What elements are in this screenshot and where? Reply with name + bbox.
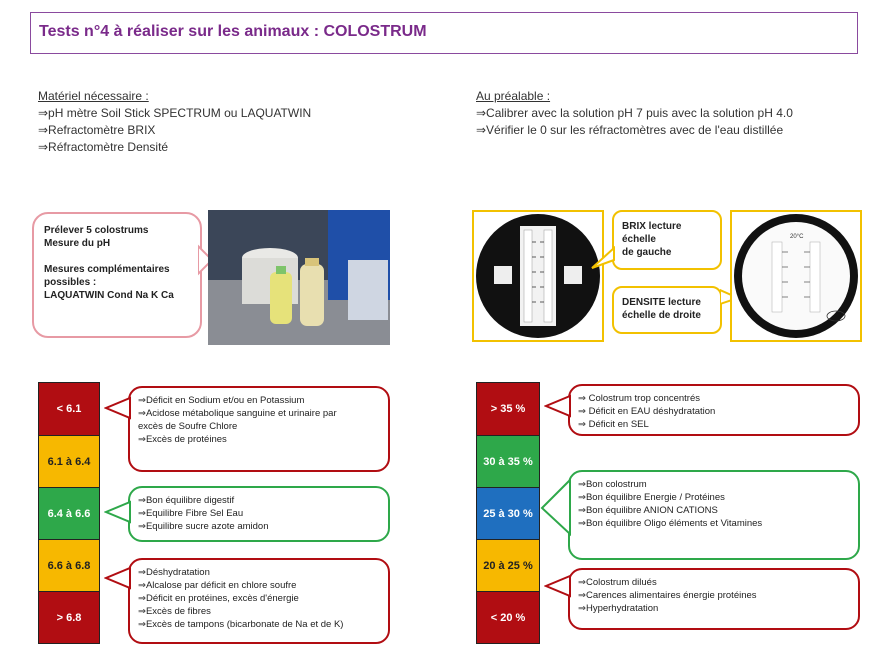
ph-scale-cell: 6.1 à 6.4 [39, 436, 99, 488]
density-frame [730, 210, 862, 342]
note-pointer [544, 394, 572, 420]
densite-callout [612, 286, 722, 334]
note-line: ⇒ Déficit en EAU déshydratation [578, 406, 716, 417]
prealable-item: ⇒Calibrer avec la solution pH 7 puis avec la solution pH 4.0 [476, 106, 793, 120]
brix-callout-line: BRIX lecture échelle [622, 221, 682, 245]
materiel-heading: Matériel nécessaire : [38, 89, 149, 103]
lab-photo [208, 210, 390, 345]
ph-note-low [128, 386, 390, 472]
brix-note-low [568, 568, 860, 630]
note-line: ⇒Déficit en protéines, excès d'énergie [138, 593, 299, 604]
brix-scale-cell: > 35 % [477, 383, 539, 436]
note-line: ⇒Excès de fibres [138, 606, 211, 617]
materiel-item: ⇒Réfractomètre Densité [38, 140, 169, 154]
note-line: ⇒Acidose métabolique sanguine et urinaire par [138, 408, 337, 419]
densite-callout-line: échelle de droite [622, 310, 701, 321]
ph-scale-cell: 6.4 à 6.6 [39, 488, 99, 540]
note-line: ⇒Déshydratation [138, 567, 210, 578]
densite-callout-line: DENSITE lecture [622, 297, 701, 308]
callout-spacer [44, 250, 190, 263]
note-line: ⇒Equilibre Fibre Sel Eau [138, 508, 244, 519]
scale-temp-label: 20°C [790, 234, 804, 240]
note-line: ⇒ Colostrum trop concentrés [578, 393, 701, 404]
materiel-item: ⇒Refractomètre BRIX [38, 123, 156, 137]
ph-scale-cell: 6.6 à 6.8 [39, 540, 99, 592]
density-view [732, 212, 860, 340]
note-line: ⇒Alcalose par déficit en chlore soufre [138, 580, 297, 591]
prealable-item: ⇒Vérifier le 0 sur les réfractomètres avec de l'eau distillée [476, 123, 784, 137]
note-line: ⇒Bon équilibre ANION CATIONS [578, 505, 718, 516]
brix-scale-cell: 20 à 25 % [477, 540, 539, 592]
brix-scale-cell: 30 à 35 % [477, 436, 539, 488]
note-pointer [540, 478, 572, 538]
refractometer-view [474, 212, 602, 340]
callout-line: Prélever 5 colostrums [44, 225, 149, 236]
brix-note-good [568, 470, 860, 560]
ph-callout [32, 212, 202, 338]
note-line: ⇒Bon colostrum [578, 479, 647, 490]
prealable-section [476, 88, 793, 139]
note-line: ⇒Colostrum dilués [578, 577, 657, 588]
note-line: ⇒Bon équilibre Energie / Protéines [578, 492, 725, 503]
note-line: ⇒Excès de protéines [138, 434, 227, 445]
ph-scale-cell: < 6.1 [39, 383, 99, 436]
refractometer-frame [472, 210, 604, 342]
callout-line: LAQUATWIN Cond Na K Ca [44, 290, 174, 301]
brix-note-high [568, 384, 860, 436]
materiel-section [38, 88, 311, 156]
note-line: ⇒Bon équilibre Oligo éléments et Vitamines [578, 518, 763, 529]
note-line: ⇒Déficit en Sodium et/ou en Potassium [138, 395, 305, 406]
note-line: ⇒ Déficit en SEL [578, 419, 649, 430]
materiel-item: ⇒pH mètre Soil Stick SPECTRUM ou LAQUATWIN [38, 106, 312, 120]
note-pointer [104, 500, 132, 526]
ph-scale-cell: > 6.8 [39, 592, 99, 643]
page-title: Tests n°4 à réaliser sur les animaux : COLOSTRUM [39, 23, 427, 40]
brix-scale [476, 382, 540, 644]
brix-pointer [590, 246, 616, 276]
note-line: ⇒Carences alimentaires énergie protéines [578, 590, 757, 601]
brix-callout-line: de gauche [622, 247, 672, 258]
brix-scale-cell: 25 à 30 % [477, 488, 539, 540]
callout-line: Mesures complémentaires [44, 264, 170, 275]
note-line: excès de Soufre Chlore [138, 421, 238, 432]
note-pointer [544, 574, 572, 600]
lab-photo-image [208, 210, 390, 345]
note-line: ⇒Equilibre sucre azote amidon [138, 521, 269, 532]
note-line: ⇒Hyperhydratation [578, 603, 659, 614]
note-pointer [104, 396, 132, 422]
ph-scale [38, 382, 100, 644]
ph-note-high [128, 558, 390, 644]
note-pointer [104, 566, 132, 592]
callout-line: possibles : [44, 277, 97, 288]
ph-note-good [128, 486, 390, 542]
note-line: ⇒Bon équilibre digestif [138, 495, 235, 506]
note-line: ⇒Excès de tampons (bicarbonate de Na et de K) [138, 619, 344, 630]
prealable-heading: Au préalable : [476, 89, 551, 103]
callout-line: Mesure du pH [44, 238, 111, 249]
brix-scale-cell: < 20 % [477, 592, 539, 643]
title-box [30, 12, 858, 54]
brix-callout [612, 210, 722, 270]
